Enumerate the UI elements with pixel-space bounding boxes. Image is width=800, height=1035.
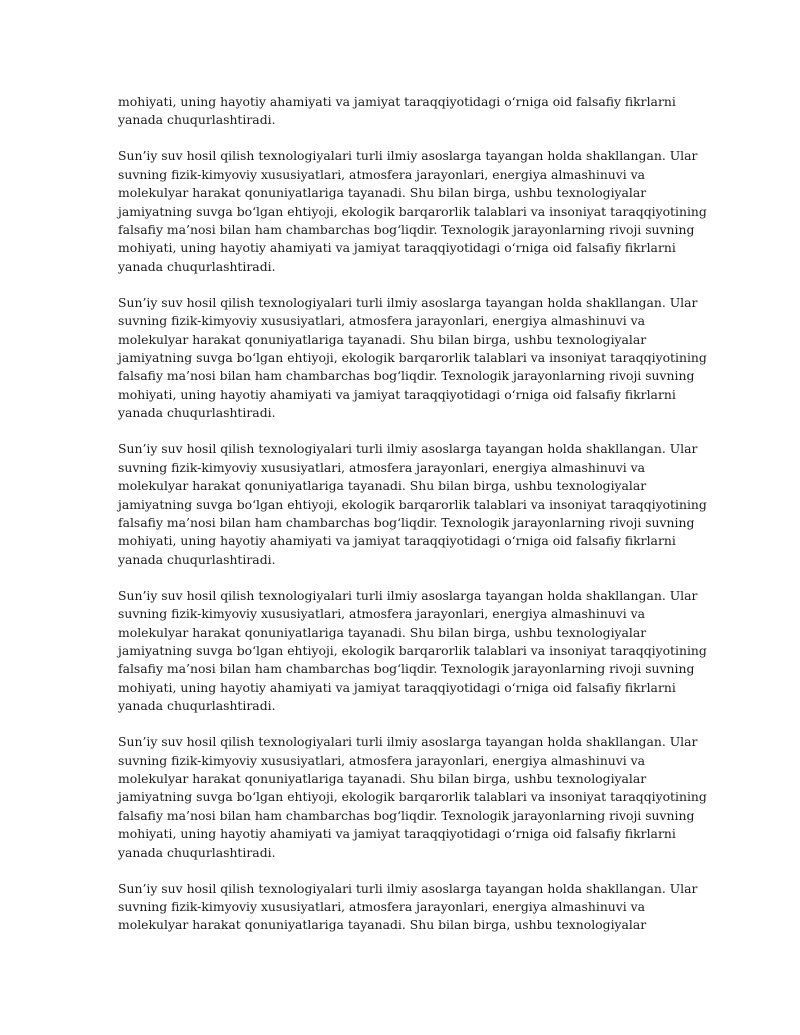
text-line: suvning fizik-kimyoviy xususiyatlari, atmosfera jarayonlari, energiya almashinuvi va: [118, 459, 646, 475]
paragraph: [118, 93, 678, 130]
text-line: falsafiy ma’nosi bilan ham chambarchas bog‘liqdir. Texnologik jarayonlarning rivoji suvning: [118, 807, 695, 823]
text-line: falsafiy ma’nosi bilan ham chambarchas bog‘liqdir. Texnologik jarayonlarning rivoji suvning: [118, 222, 695, 238]
document-body: [118, 93, 707, 952]
text-line: yanada chuqurlashtiradi.: [118, 112, 276, 128]
paragraph: [118, 294, 707, 423]
paragraph: [118, 733, 707, 862]
paragraph: [118, 587, 707, 716]
text-line: mohiyati, uning hayotiy ahamiyati va jamiyat taraqqiyotidagi o‘rniga oid falsafiy fikrlarni: [118, 679, 676, 695]
text-line: molekulyar harakat qonuniyatlariga tayanadi. Shu bilan birga, ushbu texnologiyalar: [118, 478, 647, 494]
text-line: falsafiy ma’nosi bilan ham chambarchas bog‘liqdir. Texnologik jarayonlarning rivoji suvning: [118, 514, 695, 530]
text-line: mohiyati, uning hayotiy ahamiyati va jamiyat taraqqiyotidagi o‘rniga oid falsafiy fikrlarni: [118, 533, 676, 549]
text-line: suvning fizik-kimyoviy xususiyatlari, atmosfera jarayonlari, energiya almashinuvi va: [118, 606, 646, 622]
text-line: molekulyar harakat qonuniyatlariga tayanadi. Shu bilan birga, ushbu texnologiyalar: [118, 624, 647, 640]
text-line: suvning fizik-kimyoviy xususiyatlari, atmosfera jarayonlari, energiya almashinuvi va: [118, 313, 646, 329]
text-line: mohiyati, uning hayotiy ahamiyati va jamiyat taraqqiyotidagi o‘rniga oid falsafiy fikrlarni: [118, 386, 676, 402]
paragraph: [118, 880, 698, 935]
text-line: mohiyati, uning hayotiy ahamiyati va jamiyat taraqqiyotidagi o‘rniga oid falsafiy fikrlarni: [118, 826, 676, 842]
text-line: jamiyatning suvga bo‘lgan ehtiyoji, ekologik barqarorlik talablari va insoniyat taraqqiyotining: [118, 642, 707, 658]
text-line: Sun’iy suv hosil qilish texnologiyalari turli ilmiy asoslarga tayangan holda shakllangan. Ular: [118, 148, 698, 164]
text-line: mohiyati, uning hayotiy ahamiyati va jamiyat taraqqiyotidagi o‘rniga oid falsafiy fikrlarni: [118, 240, 676, 256]
text-line: yanada chuqurlashtiradi.: [118, 698, 276, 714]
text-line: jamiyatning suvga bo‘lgan ehtiyoji, ekologik barqarorlik talablari va insoniyat taraqqiyotining: [118, 203, 707, 219]
paragraph: [118, 147, 707, 276]
text-line: Sun’iy suv hosil qilish texnologiyalari turli ilmiy asoslarga tayangan holda shakllangan. Ular: [118, 587, 698, 603]
text-line: molekulyar harakat qonuniyatlariga tayanadi. Shu bilan birga, ushbu texnologiyalar: [118, 917, 647, 933]
text-line: jamiyatning suvga bo‘lgan ehtiyoji, ekologik barqarorlik talablari va insoniyat taraqqiyotining: [118, 789, 707, 805]
text-line: suvning fizik-kimyoviy xususiyatlari, atmosfera jarayonlari, energiya almashinuvi va: [118, 752, 646, 768]
text-line: yanada chuqurlashtiradi.: [118, 258, 276, 274]
text-line: molekulyar harakat qonuniyatlariga tayanadi. Shu bilan birga, ushbu texnologiyalar: [118, 185, 647, 201]
text-line: molekulyar harakat qonuniyatlariga tayanadi. Shu bilan birga, ushbu texnologiyalar: [118, 331, 647, 347]
text-line: molekulyar harakat qonuniyatlariga tayanadi. Shu bilan birga, ushbu texnologiyalar: [118, 770, 647, 786]
text-line: yanada chuqurlashtiradi.: [118, 405, 276, 421]
text-line: Sun’iy suv hosil qilish texnologiyalari turli ilmiy asoslarga tayangan holda shakllangan. Ular: [118, 880, 698, 896]
text-line: falsafiy ma’nosi bilan ham chambarchas bog‘liqdir. Texnologik jarayonlarning rivoji suvning: [118, 368, 695, 384]
text-line: yanada chuqurlashtiradi.: [118, 844, 276, 860]
text-line: Sun’iy suv hosil qilish texnologiyalari turli ilmiy asoslarga tayangan holda shakllangan. Ular: [118, 441, 698, 457]
text-line: suvning fizik-kimyoviy xususiyatlari, atmosfera jarayonlari, energiya almashinuvi va: [118, 166, 646, 182]
text-line: mohiyati, uning hayotiy ahamiyati va jamiyat taraqqiyotidagi o‘rniga oid falsafiy fikrlarni: [118, 94, 676, 109]
text-line: falsafiy ma’nosi bilan ham chambarchas bog‘liqdir. Texnologik jarayonlarning rivoji suvning: [118, 661, 695, 677]
text-line: suvning fizik-kimyoviy xususiyatlari, atmosfera jarayonlari, energiya almashinuvi va: [118, 899, 646, 914]
text-line: jamiyatning suvga bo‘lgan ehtiyoji, ekologik barqarorlik talablari va insoniyat taraqqiyotining: [118, 496, 707, 512]
paragraph: [118, 440, 707, 569]
text-line: Sun’iy suv hosil qilish texnologiyalari turli ilmiy asoslarga tayangan holda shakllangan. Ular: [118, 734, 698, 750]
text-line: Sun’iy suv hosil qilish texnologiyalari turli ilmiy asoslarga tayangan holda shakllangan. Ular: [118, 294, 698, 310]
text-line: jamiyatning suvga bo‘lgan ehtiyoji, ekologik barqarorlik talablari va insoniyat taraqqiyotining: [118, 350, 707, 366]
text-line: yanada chuqurlashtiradi.: [118, 551, 276, 567]
